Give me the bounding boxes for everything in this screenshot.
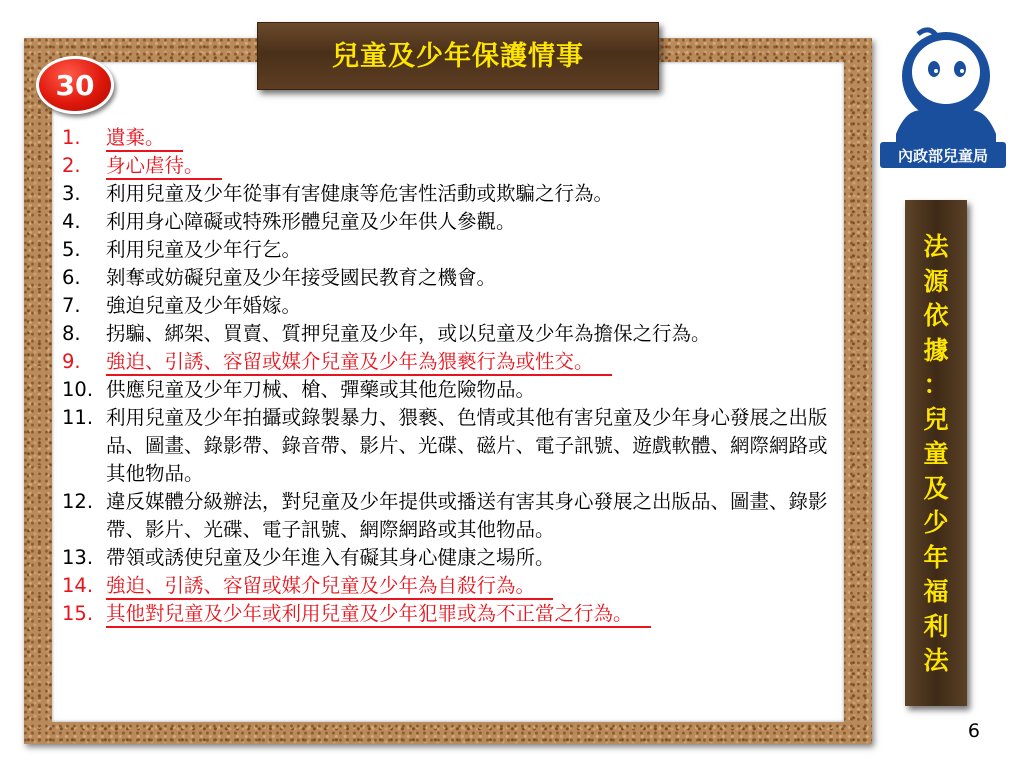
list-item xyxy=(62,236,832,264)
item-number: 5. xyxy=(62,238,81,261)
list-item xyxy=(62,152,832,180)
law-char: 源 xyxy=(923,266,949,296)
law-char: 法 xyxy=(923,232,949,261)
item-text: 拐騙、綁架、買賣、質押兒童及少年，或以兒童及少年為擔保之行為。 xyxy=(106,322,711,345)
item-number: 3. xyxy=(62,182,81,205)
law-char: 兒 xyxy=(923,404,949,434)
logo-caption: 內政部兒童局 xyxy=(880,142,1006,168)
law-char: 及 xyxy=(923,473,949,503)
item-text: 違反媒體分級辦法，對兒童及少年提供或播送有害其身心發展之出版品、圖畫、錄影帶、影片、光碟、電子訊號、網際網路或其他物品。 xyxy=(106,490,828,541)
law-char: 利 xyxy=(923,611,949,641)
list-item xyxy=(62,600,832,628)
item-number: 7. xyxy=(62,294,81,317)
item-text xyxy=(106,572,832,600)
list-item xyxy=(62,124,832,152)
item-text: 剝奪或妨礙兒童及少年接受國民教育之機會。 xyxy=(106,266,497,289)
list-item xyxy=(62,292,832,320)
list-item xyxy=(62,404,832,488)
item-number: 11. xyxy=(62,406,94,429)
law-char: 福 xyxy=(923,577,949,606)
law-char: ： xyxy=(923,370,949,399)
slide-number-badge xyxy=(36,56,114,114)
list-item xyxy=(62,320,832,348)
slide-title: 兒童及少年保護情事 xyxy=(332,40,584,72)
item-text: 強迫兒童及少年婚嫁。 xyxy=(106,294,302,317)
item-text xyxy=(106,124,832,152)
item-text-underlined: 其他對兒童及少年或利用兒童及少年犯罪或為不正當之行為。 xyxy=(106,602,651,628)
item-text xyxy=(106,600,832,628)
list-item xyxy=(62,376,832,404)
item-text xyxy=(106,152,832,180)
law-char: 童 xyxy=(923,439,949,468)
badge-label: 30 xyxy=(55,68,95,102)
law-char: 依 xyxy=(923,301,949,330)
law-char: 法 xyxy=(923,646,949,675)
item-text: 供應兒童及少年刀械、槍、彈藥或其他危險物品。 xyxy=(106,378,536,401)
item-text-underlined: 強迫、引誘、容留或媒介兒童及少年為自殺行為。 xyxy=(106,574,553,600)
item-number: 1. xyxy=(62,126,81,149)
legal-source-panel xyxy=(905,200,967,706)
item-number: 14. xyxy=(62,574,94,597)
item-number: 4. xyxy=(62,210,81,233)
list-item xyxy=(62,488,832,544)
item-text: 利用身心障礙或特殊形體兒童及少年供人參觀。 xyxy=(106,210,516,233)
law-char: 年 xyxy=(923,542,949,572)
item-number: 12. xyxy=(62,490,94,513)
item-text: 帶領或誘使兒童及少年進入有礙其身心健康之場所。 xyxy=(106,546,555,569)
protection-items-list xyxy=(62,124,832,628)
item-number: 2. xyxy=(62,154,81,177)
item-text-underlined: 強迫、引誘、容留或媒介兒童及少年為猥褻行為或性交。 xyxy=(106,350,612,376)
law-char: 少 xyxy=(923,508,949,537)
list-item xyxy=(62,264,832,292)
law-char: 據 xyxy=(923,335,949,365)
list-item xyxy=(62,208,832,236)
item-text xyxy=(106,348,832,376)
item-text: 利用兒童及少年拍攝或錄製暴力、猥褻、色情或其他有害兒童及少年身心發展之出版品、圖畫、錄影帶、錄音帶、影片、光碟、磁片、電子訊號、遊戲軟體、網際網路或其他物品。 xyxy=(106,406,828,485)
item-text-underlined: 遺棄。 xyxy=(106,126,183,152)
page-number: 6 xyxy=(967,720,980,742)
item-number: 15. xyxy=(62,602,94,625)
list-item xyxy=(62,180,832,208)
item-text-underlined: 身心虐待。 xyxy=(106,154,222,180)
item-number: 9. xyxy=(62,350,81,373)
list-item xyxy=(62,544,832,572)
title-plank xyxy=(257,22,659,90)
list-item xyxy=(62,348,832,376)
item-text: 利用兒童及少年從事有害健康等危害性活動或欺騙之行為。 xyxy=(106,182,614,205)
item-number: 8. xyxy=(62,322,81,345)
item-number: 13. xyxy=(62,546,94,569)
item-number: 10. xyxy=(62,378,94,401)
item-text: 利用兒童及少年行乞。 xyxy=(106,238,302,261)
list-item xyxy=(62,572,832,600)
item-number: 6. xyxy=(62,266,81,289)
